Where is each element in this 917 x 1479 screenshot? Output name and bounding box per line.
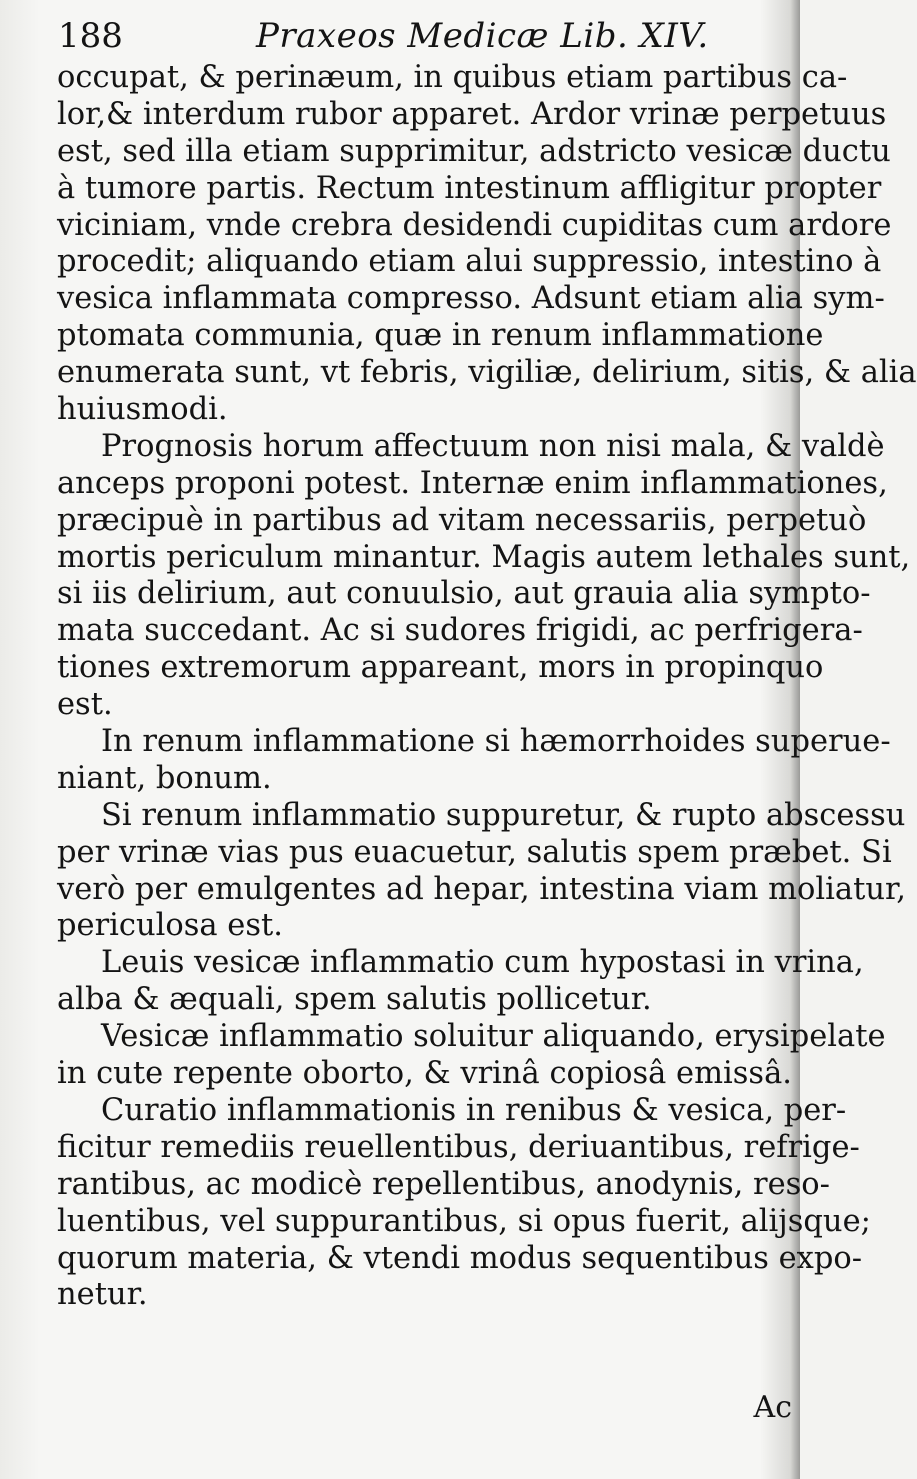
text-line: anceps proponi potest. Internæ enim inflammationes, xyxy=(57,465,888,501)
text-line: verò per emulgentes ad hepar, intestina viam moliatur, xyxy=(57,871,906,907)
text-line: Prognosis horum affectuum non nisi mala, & valdè xyxy=(101,428,885,464)
text-line: enumerata sunt, vt febris, vigiliæ, delirium, sitis, & alia xyxy=(57,355,917,391)
text-line: viciniam, vnde crebra desidendi cupiditas cum ardore xyxy=(57,207,892,243)
text-line: est. xyxy=(57,687,113,723)
text-line: quorum materia, & vtendi modus sequentibus expo- xyxy=(57,1240,863,1276)
text-line: ptomata communia, quæ in renum inflammatione xyxy=(57,318,824,354)
text-line: mortis periculum minantur. Magis autem lethales sunt, xyxy=(57,539,911,575)
text-line: procedit; aliquando etiam alui suppressio, intestino à xyxy=(57,244,882,280)
text-line: præcipuè in partibus ad vitam necessariis, perpetuò xyxy=(57,502,867,538)
running-title: Praxeos Medicæ Lib. XIV. xyxy=(256,16,709,56)
text-line: à tumore partis. Rectum intestinum affligitur propter xyxy=(57,170,882,206)
text-line: niant, bonum. xyxy=(57,760,272,796)
text-line: luentibus, vel suppurantibus, si opus fuerit, alijsque; xyxy=(57,1203,871,1239)
text-line: vesica inflammata compresso. Adsunt etiam alia sym- xyxy=(57,281,885,317)
page-number: 188 xyxy=(58,16,123,56)
text-line: rantibus, ac modicè repellentibus, anodynis, reso- xyxy=(57,1166,830,1202)
text-line: est, sed illa etiam supprimitur, adstricto vesicæ ductu xyxy=(57,133,891,169)
text-line: In renum inflammatione si hæmorrhoides superue- xyxy=(101,724,891,760)
text-line: si iis delirium, aut conuulsio, aut grauia alia sympto- xyxy=(57,576,871,612)
paragraph xyxy=(57,1019,886,1093)
catchword: Ac xyxy=(753,1390,792,1425)
text-line: Leuis vesicæ inflammatio cum hypostasi in vrina, xyxy=(101,945,864,981)
text-line: periculosa est. xyxy=(57,908,283,944)
text-line: occupat, & perinæum, in quibus etiam partibus ca- xyxy=(57,60,848,95)
paragraph xyxy=(57,945,864,1019)
text-line: per vrinæ vias pus euacuetur, salutis spem præbet. Si xyxy=(57,834,892,870)
text-line: Vesicæ inflammatio soluitur aliquando, erysipelate xyxy=(101,1019,886,1055)
paragraph xyxy=(57,60,917,429)
text-line: mata succedant. Ac si sudores frigidi, ac perfrigera- xyxy=(57,613,863,649)
text-line: ficitur remediis reuellentibus, deriuantibus, refrige- xyxy=(57,1129,860,1165)
text-line: netur. xyxy=(57,1277,148,1313)
text-line: Curatio inflammationis in renibus & vesica, per- xyxy=(101,1092,847,1128)
text-line: in cute repente oborto, & vrinâ copiosâ emissâ. xyxy=(57,1056,792,1092)
text-line: lor,& interdum rubor apparet. Ardor vrinæ perpetuus xyxy=(57,96,887,132)
paragraph xyxy=(57,797,906,946)
running-head xyxy=(58,14,758,58)
text-line: huiusmodi. xyxy=(57,392,228,428)
text-line: tiones extremorum appareant, mors in propinquo xyxy=(57,650,824,686)
body-text xyxy=(57,60,917,1314)
text-line: Si renum inflammatio suppuretur, & rupto abscessu xyxy=(101,797,906,833)
paragraph xyxy=(57,724,891,798)
text-line: alba & æquali, spem salutis pollicetur. xyxy=(57,982,652,1018)
paragraph xyxy=(57,1092,871,1314)
paragraph xyxy=(57,428,911,724)
